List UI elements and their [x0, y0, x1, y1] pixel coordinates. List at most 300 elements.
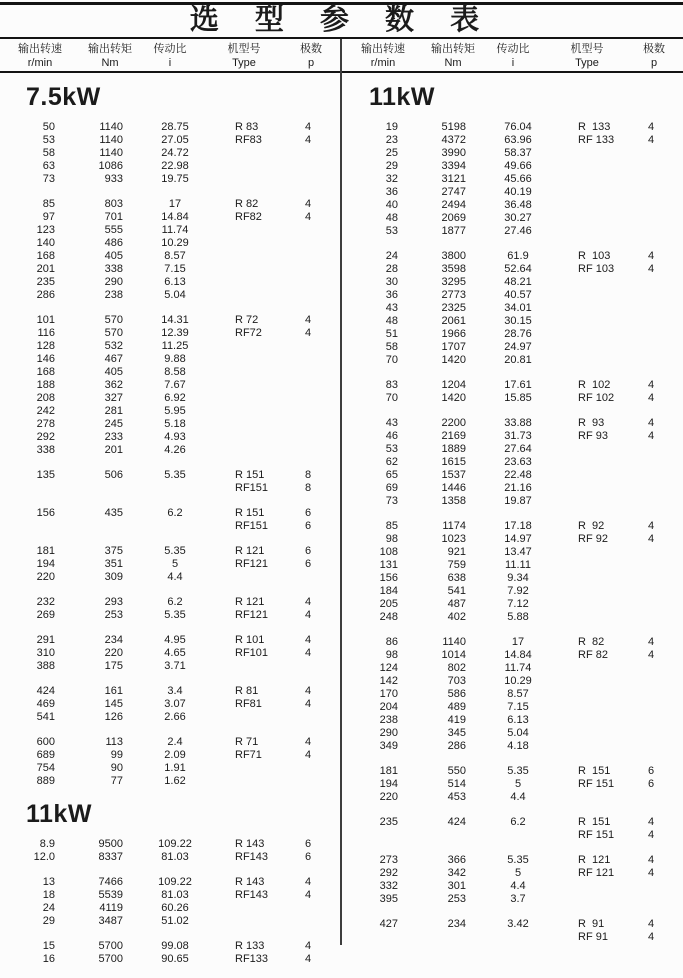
cell-output-torque: 2773: [441, 289, 466, 301]
cell-output-torque: 1537: [441, 469, 466, 481]
table-row: [0, 469, 341, 482]
table-row: [343, 867, 683, 880]
table-row: [0, 698, 341, 711]
cell-poles: [633, 186, 669, 199]
cell-type: R 133: [578, 121, 611, 133]
cell-ratio: 6.13: [164, 276, 186, 288]
cell-ratio: 7.67: [164, 379, 186, 391]
model-group: [343, 250, 683, 367]
table-row: [0, 953, 341, 966]
cell-type: RF 103: [578, 263, 615, 275]
cell-output-torque: 803: [104, 198, 123, 210]
cell-ratio: 3.07: [164, 698, 186, 710]
header-unit: i: [511, 57, 515, 69]
cell-output-speed: 30: [385, 276, 398, 288]
cell-poles: [290, 762, 326, 775]
cell-output-speed: 291: [36, 634, 55, 646]
cell-output-torque: 234: [104, 634, 123, 646]
model-group: [0, 545, 341, 584]
cell-output-speed: [343, 931, 398, 944]
cell-output-speed: 168: [36, 250, 55, 262]
cell-output-torque: 4119: [99, 902, 123, 914]
table-row: [343, 456, 683, 469]
table-row: [343, 918, 683, 931]
cell-poles: [633, 740, 669, 753]
cell-poles: [290, 902, 326, 915]
cell-type: [570, 572, 633, 585]
cell-output-torque: 9500: [98, 838, 123, 850]
model-group: [0, 507, 341, 533]
cell-output-speed: 58: [385, 341, 398, 353]
cell-output-torque: 1174: [442, 520, 466, 532]
cell-output-speed: 53: [385, 225, 398, 237]
cell-ratio: 5.35: [507, 854, 529, 866]
cell-type: R 71: [235, 736, 259, 748]
cell-output-torque: 405: [104, 366, 123, 378]
cell-ratio: 4.26: [164, 444, 186, 456]
cell-type: [570, 469, 633, 482]
cell-type: [227, 160, 290, 173]
cell-output-torque: 253: [104, 609, 123, 621]
cell-output-speed: 13: [42, 876, 55, 888]
header-cn: 传动比: [496, 43, 530, 55]
cell-ratio: 30.15: [504, 315, 532, 327]
cell-ratio: 2.66: [164, 711, 186, 723]
cell-output-speed: 62: [385, 456, 398, 468]
model-group: [0, 198, 341, 302]
model-group: [0, 469, 341, 495]
cell-type: RF121: [235, 609, 269, 621]
cell-poles: 6: [304, 507, 312, 519]
cell-ratio: 6.2: [167, 596, 183, 608]
model-group: [0, 876, 341, 928]
cell-output-speed: 46: [385, 430, 398, 442]
cell-output-torque: 145: [104, 698, 123, 710]
cell-output-speed: 146: [36, 353, 55, 365]
cell-output-speed: 135: [36, 469, 55, 481]
cell-poles: 4: [647, 867, 655, 879]
cell-output-speed: 349: [379, 740, 398, 752]
cell-output-torque: 5539: [98, 889, 123, 901]
cell-type: [570, 315, 633, 328]
cell-poles: 4: [304, 211, 312, 223]
cell-poles: [633, 559, 669, 572]
cell-output-torque: 286: [447, 740, 466, 752]
table-row: [343, 572, 683, 585]
table-row: [343, 328, 683, 341]
model-group: [0, 838, 341, 864]
cell-type: R 151: [235, 469, 265, 481]
table-row: [0, 276, 341, 289]
table-row: [343, 714, 683, 727]
cell-poles: [290, 250, 326, 263]
cell-poles: [633, 611, 669, 624]
model-group: [343, 816, 683, 842]
cell-output-torque: 1420: [441, 354, 466, 366]
cell-ratio: 21.16: [504, 482, 532, 494]
cell-poles: 4: [304, 953, 312, 965]
table-row: [343, 662, 683, 675]
cell-output-speed: 51: [385, 328, 398, 340]
cell-ratio: 5: [514, 778, 522, 790]
table-row: [0, 571, 341, 584]
cell-output-torque: 532: [104, 340, 123, 352]
cell-ratio: 2.4: [167, 736, 183, 748]
cell-type: [227, 762, 290, 775]
table-row: [0, 851, 341, 864]
cell-ratio: 17.61: [504, 379, 532, 391]
cell-output-speed: 98: [385, 649, 398, 661]
table-row: [0, 379, 341, 392]
cell-poles: [290, 147, 326, 160]
model-group: [343, 918, 683, 944]
cell-type: R 72: [235, 314, 259, 326]
cell-poles: 4: [647, 816, 655, 828]
cell-poles: 4: [647, 918, 655, 930]
cell-output-torque: 290: [104, 276, 123, 288]
cell-ratio: 5.35: [164, 469, 186, 481]
cell-output-speed: 28: [385, 263, 398, 275]
cell-poles: [290, 392, 326, 405]
cell-type: [570, 598, 633, 611]
cell-type: [570, 611, 633, 624]
cell-output-torque: 309: [104, 571, 123, 583]
table-row: [343, 854, 683, 867]
cell-type: RF 121: [578, 867, 615, 879]
cell-poles: 4: [304, 876, 312, 888]
header-cn: 输出转矩: [431, 43, 475, 55]
cell-poles: [290, 340, 326, 353]
cell-output-speed: 124: [379, 662, 398, 674]
cell-poles: 4: [304, 634, 312, 646]
cell-type: R 91: [578, 918, 605, 930]
model-group: [343, 636, 683, 753]
table-row: [0, 405, 341, 418]
cell-output-speed: 19: [385, 121, 398, 133]
cell-output-torque: 201: [104, 444, 123, 456]
cell-ratio: [123, 520, 227, 533]
cell-output-speed: 97: [42, 211, 55, 223]
cell-ratio: 28.76: [504, 328, 532, 340]
cell-output-speed: 292: [379, 867, 398, 879]
cell-ratio: 48.21: [504, 276, 532, 288]
cell-ratio: 19.87: [504, 495, 532, 507]
cell-type: RF151: [235, 520, 269, 532]
table-row: [0, 889, 341, 902]
table-row: [0, 609, 341, 622]
cell-ratio: 60.26: [161, 902, 189, 914]
cell-poles: [290, 160, 326, 173]
cell-poles: [633, 354, 669, 367]
table-row: [343, 160, 683, 173]
cell-type: [570, 791, 633, 804]
cell-output-torque: 1023: [441, 533, 466, 545]
model-group: [343, 379, 683, 405]
cell-type: [227, 276, 290, 289]
cell-poles: 4: [304, 698, 312, 710]
cell-output-speed: 184: [379, 585, 398, 597]
table-row: [0, 250, 341, 263]
cell-output-speed: 108: [379, 546, 398, 558]
cell-ratio: 52.64: [504, 263, 532, 275]
model-group: [343, 854, 683, 906]
cell-type: [570, 443, 633, 456]
cell-type: [227, 392, 290, 405]
cell-output-speed: 25: [385, 147, 398, 159]
table-row: [343, 931, 683, 944]
table-row: [0, 507, 341, 520]
cell-output-torque: 2200: [441, 417, 466, 429]
cell-type: [227, 431, 290, 444]
cell-type: R 133: [235, 940, 265, 952]
cell-type: RF143: [235, 889, 269, 901]
cell-poles: 6: [647, 778, 655, 790]
table-row: [0, 366, 341, 379]
cell-type: [570, 160, 633, 173]
cell-ratio: 11.74: [504, 662, 532, 674]
header-cn: 极数: [643, 43, 665, 55]
column-header-output-speed: [343, 42, 423, 70]
cell-output-speed: [0, 482, 55, 495]
table-row: [343, 354, 683, 367]
cell-ratio: 33.88: [504, 417, 532, 429]
cell-type: [570, 456, 633, 469]
cell-ratio: 7.12: [507, 598, 529, 610]
table-row: [343, 263, 683, 276]
cell-ratio: 5: [514, 867, 522, 879]
cell-type: [227, 353, 290, 366]
column-header-ratio: [483, 42, 543, 70]
table-row: [343, 276, 683, 289]
cell-output-speed: 290: [379, 727, 398, 739]
table-row: [0, 418, 341, 431]
cell-poles: [633, 289, 669, 302]
model-group: [0, 596, 341, 622]
cell-output-torque: 4372: [441, 134, 466, 146]
cell-poles: 4: [647, 263, 655, 275]
cell-output-speed: 83: [385, 379, 398, 391]
cell-output-torque: 586: [447, 688, 466, 700]
cell-output-torque: 933: [104, 173, 123, 185]
column-header-output-torque: [80, 42, 140, 70]
cell-output-torque: 234: [447, 918, 466, 930]
cell-output-torque: 467: [104, 353, 123, 365]
cell-poles: [633, 880, 669, 893]
cell-output-torque: 1889: [441, 443, 466, 455]
cell-type: [227, 660, 290, 673]
cell-type: R 101: [235, 634, 265, 646]
header-cn: 输出转矩: [88, 43, 132, 55]
model-group: [343, 121, 683, 238]
cell-type: RF101: [235, 647, 269, 659]
table-row: [0, 876, 341, 889]
cell-output-speed: 70: [385, 392, 398, 404]
cell-output-torque: 77: [110, 775, 123, 787]
cell-poles: 4: [647, 379, 655, 391]
cell-ratio: 90.65: [161, 953, 189, 965]
cell-ratio: 5.35: [507, 765, 529, 777]
table-row: [0, 647, 341, 660]
cell-output-speed: 238: [379, 714, 398, 726]
cell-ratio: 81.03: [161, 851, 189, 863]
table-row: [0, 327, 341, 340]
cell-type: [227, 289, 290, 302]
cell-type: R 92: [578, 520, 605, 532]
cell-type: [570, 341, 633, 354]
cell-ratio: 51.02: [161, 915, 189, 927]
table-row: [0, 237, 341, 250]
table-row: [0, 775, 341, 788]
cell-output-torque: 301: [447, 880, 466, 892]
table-row: [343, 289, 683, 302]
cell-poles: 4: [647, 931, 655, 943]
model-group: [0, 940, 341, 966]
cell-poles: [290, 289, 326, 302]
cell-output-speed: 85: [42, 198, 55, 210]
cell-type: R 143: [235, 838, 265, 850]
table-row: [0, 596, 341, 609]
cell-output-torque: 366: [447, 854, 466, 866]
cell-type: RF121: [235, 558, 269, 570]
cell-output-speed: 73: [42, 173, 55, 185]
table-row: [343, 134, 683, 147]
cell-type: RF 91: [578, 931, 608, 943]
table-row: [343, 199, 683, 212]
cell-output-speed: 65: [385, 469, 398, 481]
cell-ratio: 28.75: [161, 121, 189, 133]
cell-type: [227, 775, 290, 788]
cell-poles: [633, 675, 669, 688]
power-section-label: 11kW: [26, 800, 92, 828]
table-row: [343, 598, 683, 611]
table-row: [0, 940, 341, 953]
cell-output-speed: 235: [36, 276, 55, 288]
cell-poles: 4: [304, 736, 312, 748]
cell-poles: 6: [304, 558, 312, 570]
cell-poles: [633, 546, 669, 559]
header-unit: p: [307, 57, 315, 69]
cell-output-speed: 53: [385, 443, 398, 455]
cell-ratio: 6.13: [507, 714, 529, 726]
cell-type: R 102: [578, 379, 611, 391]
cell-ratio: 109.22: [158, 876, 192, 888]
header-cn: 传动比: [153, 43, 187, 55]
cell-type: [227, 224, 290, 237]
cell-output-torque: 1615: [441, 456, 466, 468]
cell-ratio: [466, 931, 570, 944]
table-row: [343, 829, 683, 842]
model-group: [0, 121, 341, 186]
cell-ratio: 2.09: [164, 749, 186, 761]
table-row: [0, 838, 341, 851]
cell-poles: [290, 571, 326, 584]
cell-output-torque: 921: [447, 546, 466, 558]
cell-output-torque: 759: [447, 559, 466, 571]
cell-ratio: 5.18: [164, 418, 186, 430]
cell-output-torque: 2069: [441, 212, 466, 224]
cell-ratio: 109.22: [158, 838, 192, 850]
cell-ratio: 5.88: [507, 611, 529, 623]
cell-output-speed: 116: [37, 327, 55, 339]
left-table-column: [0, 73, 341, 978]
cell-output-speed: 48: [385, 315, 398, 327]
table-row: [343, 379, 683, 392]
cell-output-speed: 98: [385, 533, 398, 545]
cell-output-torque: 5700: [98, 940, 123, 952]
cell-ratio: 22.48: [504, 469, 532, 481]
table-row: [0, 558, 341, 571]
power-section-label: 7.5kW: [26, 83, 101, 111]
cell-ratio: 24.97: [504, 341, 532, 353]
cell-type: [227, 379, 290, 392]
cell-ratio: 17.18: [504, 520, 532, 532]
cell-output-torque: 281: [104, 405, 123, 417]
cell-type: RF 102: [578, 392, 615, 404]
cell-output-torque: 1420: [441, 392, 466, 404]
cell-output-torque: 3394: [441, 160, 466, 172]
cell-output-torque: 570: [104, 327, 123, 339]
table-row: [343, 186, 683, 199]
cell-ratio: 5.35: [164, 609, 186, 621]
cell-ratio: 5.04: [507, 727, 529, 739]
power-section-label: 11kW: [369, 83, 435, 111]
cell-poles: 4: [647, 636, 655, 648]
cell-poles: 4: [647, 520, 655, 532]
cell-ratio: 58.37: [504, 147, 532, 159]
cell-output-speed: 194: [379, 778, 398, 790]
header-unit: p: [650, 57, 658, 69]
cell-ratio: 11.25: [161, 340, 189, 352]
cell-output-speed: 23: [385, 134, 398, 146]
cell-output-torque: 175: [104, 660, 123, 672]
cell-poles: [633, 791, 669, 804]
cell-output-speed: 273: [379, 854, 398, 866]
table-row: [0, 520, 341, 533]
cell-output-speed: 204: [379, 701, 398, 713]
cell-type: R 151: [578, 765, 611, 777]
cell-poles: [290, 263, 326, 276]
cell-poles: 4: [304, 609, 312, 621]
table-row: [343, 443, 683, 456]
table-row: [0, 134, 341, 147]
cell-ratio: 40.57: [504, 289, 532, 301]
cell-type: [570, 740, 633, 753]
table-row: [0, 444, 341, 457]
cell-type: [227, 405, 290, 418]
table-row: [0, 198, 341, 211]
cell-ratio: 6.2: [510, 816, 526, 828]
cell-poles: [633, 727, 669, 740]
cell-ratio: 7.15: [507, 701, 529, 713]
cell-ratio: 15.85: [504, 392, 532, 404]
cell-poles: 4: [647, 134, 655, 146]
cell-poles: [633, 443, 669, 456]
cell-output-torque: 2325: [441, 302, 466, 314]
cell-ratio: 10.29: [161, 237, 189, 249]
header-unit: Type: [232, 57, 256, 69]
cell-output-speed: 427: [379, 918, 398, 930]
cell-output-torque: 419: [447, 714, 466, 726]
cell-type: RF 93: [578, 430, 608, 442]
cell-output-torque: 435: [104, 507, 123, 519]
cell-output-torque: 1966: [441, 328, 466, 340]
table-row: [343, 225, 683, 238]
table-row: [343, 430, 683, 443]
table-row: [343, 740, 683, 753]
model-group: [343, 765, 683, 804]
cell-output-torque: 1140: [99, 121, 123, 133]
cell-poles: 4: [304, 314, 312, 326]
